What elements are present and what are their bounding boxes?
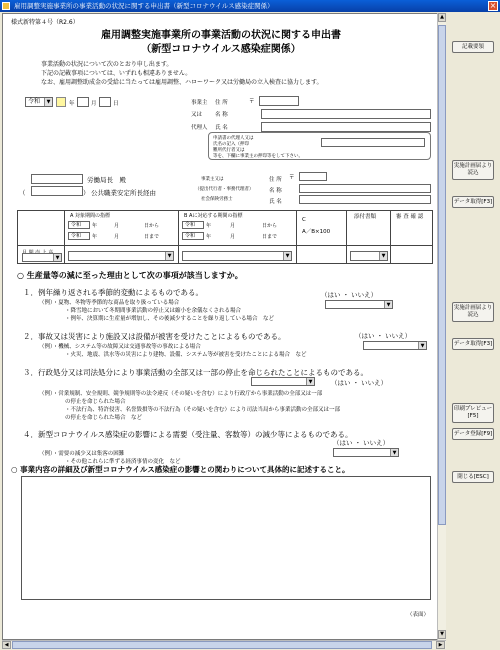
q3-example-1: （例）・営業規制、安全規則、競争規則等の法令違反（その疑いを含む）により行政庁から事業活動の全部又は一部 xyxy=(39,391,323,397)
agent-address-label: 住 所 xyxy=(269,177,282,183)
intro-line-3: なお、雇用調整助成金の受給に当たっては雇用調整、ハローワーク又は労働局の立入検査に協力します。 xyxy=(41,79,323,86)
rep-note-box xyxy=(208,132,431,160)
attach-select[interactable] xyxy=(350,251,388,261)
b-to-label: 日まで xyxy=(262,234,278,240)
vertical-scrollbar[interactable] xyxy=(437,13,446,640)
q1-example-1: （例）・夏物、冬物等季節的な商品を取り扱っている場合 xyxy=(39,300,180,306)
table-divider xyxy=(296,211,297,263)
day-label: 日 xyxy=(113,101,119,107)
col-review-header: 審 査 確 認 xyxy=(396,214,424,220)
chevron-down-icon: ▼ xyxy=(390,449,398,456)
intro-line-1: 事業活動の状況について次のとおり申し出ます。 xyxy=(41,61,173,68)
month-input[interactable] xyxy=(77,97,89,107)
chevron-down-icon: ▼ xyxy=(283,252,291,260)
agent-label-3: 社会保険労務士 xyxy=(201,197,233,202)
day-input[interactable] xyxy=(99,97,111,107)
employer-address-input[interactable] xyxy=(261,109,431,119)
chevron-down-icon: ▼ xyxy=(44,98,52,106)
year-input[interactable] xyxy=(56,97,66,107)
q4-answer-select[interactable] xyxy=(333,448,399,457)
form-document xyxy=(2,13,438,640)
name-label-or: 又は xyxy=(191,112,203,118)
hello-work-input[interactable] xyxy=(31,186,83,196)
plan-import-button-2[interactable]: 実施計画届より読込 xyxy=(452,302,494,322)
table-divider xyxy=(390,211,391,263)
close-button[interactable]: 閉じる[ESC] xyxy=(452,471,494,483)
paren-open: （ xyxy=(19,189,26,197)
print-preview-button[interactable]: 印刷プレビュー[F5] xyxy=(452,403,494,423)
chevron-down-icon: ▼ xyxy=(165,252,173,260)
q3-example-2: の停止を命じられた場合 xyxy=(65,399,126,405)
q4-example-1: （例）・需要の減少又は集客の困難 xyxy=(39,451,125,457)
table-divider xyxy=(178,211,179,263)
rep-label: 代理人 xyxy=(191,125,208,131)
table-divider xyxy=(64,211,65,263)
col-c-header: C xyxy=(302,217,306,223)
window-title: 雇用調整実施事業所の事業活動の状況に関する申出書（新型コロナウイルス感染症関係） xyxy=(14,2,274,10)
section-heading: ○ 生産量等の減に至った理由として次の事項が該当しますか。 xyxy=(17,271,243,280)
scroll-thumb[interactable] xyxy=(438,25,446,525)
q3-example-3: ・不法行為、特許侵害、名誉毀損等の不法行為（その疑いを含む）により司法当局から事業活動の全部又は一部 xyxy=(65,407,341,413)
labor-bureau-input[interactable] xyxy=(31,174,83,184)
month-label: 月 xyxy=(91,101,97,107)
era-select[interactable] xyxy=(25,97,53,107)
hscroll-thumb[interactable] xyxy=(12,641,432,649)
b-to-era-select[interactable] xyxy=(182,232,204,240)
chevron-down-icon: ▼ xyxy=(306,378,314,385)
q1-text: １．例年繰り返される季節的変動によるものである。 xyxy=(23,288,203,297)
postal-mark: 〒 xyxy=(249,99,255,105)
b-from-era: 令和 xyxy=(185,222,196,228)
a-value-select[interactable] xyxy=(68,251,174,261)
table-divider xyxy=(18,245,432,246)
scroll-right-icon[interactable]: ▶ xyxy=(436,641,445,649)
b-from-tsuki: 月 xyxy=(230,223,236,229)
q1-example-3: ・例年、決算期に生産量が増加し、その後減少することを繰り返している場合 など xyxy=(65,316,275,322)
agent-postal-mark: 〒 xyxy=(289,175,295,181)
form-number: 様式新特第４号（R2.6） xyxy=(11,19,79,26)
q2-text: ２．事故又は災害により施設又は設備が被害を受けたことによるものである。 xyxy=(23,332,286,341)
scroll-up-icon[interactable]: ▲ xyxy=(438,13,446,22)
a-to-nen: 年 xyxy=(92,234,98,240)
close-icon[interactable]: × xyxy=(489,1,497,10)
free-heading-text: 事業内容の詳細及び新型コロナウイルス感染症の影響との関わりについて具体的に記述すること。 xyxy=(20,465,350,474)
b-from-era-select[interactable] xyxy=(182,221,204,229)
save-data-button[interactable]: データ登録[F9] xyxy=(452,428,494,440)
a-from-era-select[interactable] xyxy=(68,221,90,229)
q2-answer-label: （はい ・ いいえ） xyxy=(355,332,412,340)
rep-name-input[interactable] xyxy=(321,138,425,147)
q3-answer-select[interactable] xyxy=(251,377,315,386)
postal-code-input[interactable] xyxy=(259,96,299,106)
section-heading-text: 生産量等の減に至った理由として次の事項が該当しますか。 xyxy=(26,271,243,280)
chevron-down-icon: ▼ xyxy=(379,252,387,260)
paren-close: ） xyxy=(83,189,90,197)
a-to-era-select[interactable] xyxy=(68,232,90,240)
b-to-era: 令和 xyxy=(185,233,196,239)
horizontal-scrollbar[interactable] xyxy=(2,640,446,649)
rep-note-1: 申請書の代理人又は xyxy=(213,136,254,141)
owner-label: 事業主 xyxy=(191,100,208,106)
q3-text: ３．行政処分又は司法処分により事業活動の全部又は一部の停止を命じられたことによるものである。 xyxy=(23,368,368,377)
q2-answer-select[interactable] xyxy=(363,341,427,350)
plan-import-button-1[interactable]: 実施計画届より読込 xyxy=(452,160,494,180)
a-from-nen: 年 xyxy=(92,223,98,229)
q1-answer-label: （はい ・ いいえ） xyxy=(321,291,378,299)
a-to-tsuki: 月 xyxy=(114,234,120,240)
form-subtitle: （新型コロナウイルス感染症関係） xyxy=(141,44,301,55)
form-title: 雇用調整実施事業所の事業活動の状況に関する申出書 xyxy=(101,30,341,41)
b-from-nen: 年 xyxy=(206,223,212,229)
rep-name-label: 氏 名 xyxy=(215,125,228,131)
col-c-formula: A／B×100 xyxy=(302,229,331,235)
a-to-label: 日まで xyxy=(144,234,160,240)
b-from-label: 日から xyxy=(262,223,278,229)
to-label: 労働局長 殿 xyxy=(87,176,126,184)
col-a-header: A 対象期間の指標 xyxy=(70,213,111,219)
col-attach-header: 添付書類 xyxy=(354,214,377,220)
q4-text: ４．新型コロナウイルス感染症の影響による需要（受注量、客数等）の減少等によるものである。 xyxy=(23,430,353,439)
window-titlebar xyxy=(0,0,500,12)
agent-company-input[interactable] xyxy=(299,184,431,193)
a-from-era: 令和 xyxy=(71,222,82,228)
era-value: 令和 xyxy=(28,98,41,105)
q3-example-4: の停止を命じられた場合 など xyxy=(65,415,143,421)
rep-note-3: 難所代行者又は xyxy=(213,148,245,153)
scroll-down-icon[interactable]: ▼ xyxy=(438,630,446,639)
b-to-tsuki: 月 xyxy=(230,234,236,240)
chevron-down-icon: ▼ xyxy=(384,301,392,308)
q2-example-1: （例）・機械、システム等の故障又は交通事故等の事故による場合 xyxy=(39,344,201,350)
indicator-table xyxy=(17,210,433,264)
data-fetch-button-1[interactable]: データ取得[F3] xyxy=(452,196,494,208)
page-footer: （表面） xyxy=(407,612,430,618)
agent-name-label: 氏 名 xyxy=(269,199,282,205)
a-from-tsuki: 月 xyxy=(114,223,120,229)
q1-answer-select[interactable] xyxy=(325,300,393,309)
table-divider xyxy=(346,211,347,263)
rep-note-2: 氏名の記入（押印 xyxy=(213,142,249,147)
q4-example-2: ・その他これらに準ずる経済事情の変化 など xyxy=(65,459,181,465)
a-to-era: 令和 xyxy=(71,233,82,239)
scroll-left-icon[interactable]: ◀ xyxy=(2,641,11,649)
employer-name-input[interactable] xyxy=(261,122,431,132)
agent-name-input[interactable] xyxy=(299,195,431,204)
agent-label-1: 事業主又は xyxy=(201,177,224,182)
name-label: 名 称 xyxy=(215,112,228,118)
agent-postal-input[interactable] xyxy=(299,172,327,181)
free-heading: ○ 事業内容の詳細及び新型コロナウイルス感染症の影響との関わりについて具体的に記述すること。 xyxy=(11,465,350,474)
app-icon xyxy=(2,2,10,10)
address-label: 住 所 xyxy=(215,100,228,106)
b-value-select[interactable] xyxy=(182,251,292,261)
via-label: 公共職業安定所長経由 xyxy=(91,189,156,197)
q3-answer-label: （はい ・ いいえ） xyxy=(331,379,388,387)
q2-example-2: ・火災、地震、洪水等の災害により建物、設備、システム等が被害を受けたことによる場合 など xyxy=(65,352,307,358)
free-description-textarea[interactable] xyxy=(21,476,431,600)
q1-example-2: ・降雪地において冬期間事業活動の停止又は縮小を余儀なくされる場合 xyxy=(65,308,242,314)
agent-label-2: （提出代行者・事務代理者） xyxy=(195,187,254,192)
intro-line-2: 下記の記載事項については、いずれも相違ありません。 xyxy=(41,70,192,77)
data-fetch-button-2[interactable]: データ取得[F3] xyxy=(452,338,494,350)
year-label: 年 xyxy=(69,101,75,107)
rep-note-4: 等を、下欄に事業主の押印等をして下さい。 xyxy=(213,154,303,159)
indicator-type-select[interactable] xyxy=(22,253,62,262)
b-to-nen: 年 xyxy=(206,234,212,240)
guide-button[interactable]: 記載要領 xyxy=(452,41,494,53)
chevron-down-icon: ▼ xyxy=(53,254,61,261)
col-b-header: B Aに対応する期間の指標 xyxy=(184,213,243,219)
chevron-down-icon: ▼ xyxy=(418,342,426,349)
agent-company-label: 名 称 xyxy=(269,188,282,194)
q4-answer-label: （はい ・ いいえ） xyxy=(333,439,390,447)
a-from-label: 日から xyxy=(144,223,160,229)
